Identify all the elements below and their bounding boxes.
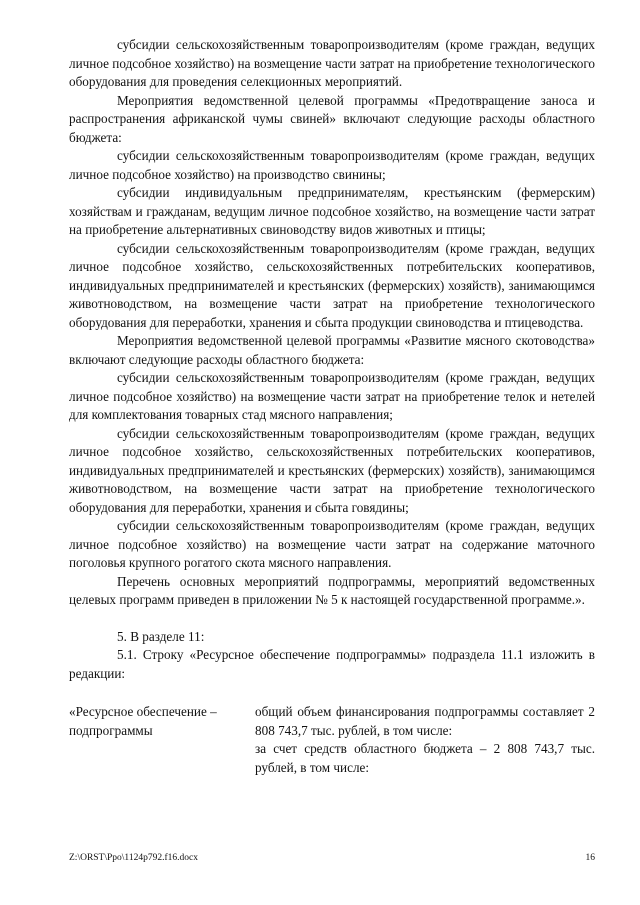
paragraph: субсидии сельскохозяйственным товаропроизводителям (кроме граждан, ведущих личное подсобное хозяйство, сельскохозяйственных потребительских кооперативов, индивидуальных предпринимателей и крестьянских (фермерских) хозяйств), занимающимся животноводством, на возмещение части затрат на приобретение технологического оборудования для переработки, хранения и сбыта говядины; — [69, 425, 595, 515]
paragraph: Перечень основных мероприятий подпрограммы, мероприятий ведомственных целевых программ приведен в приложении № 5 к настоящей государственной программе.». — [69, 573, 595, 607]
paragraph: субсидии сельскохозяйственным товаропроизводителям (кроме граждан, ведущих личное подсобное хозяйство, сельскохозяйственных потребительских кооперативов, индивидуальных предпринимателей и крестьянских (фермерских) хозяйств), занимающимся животноводством, на возмещение части затрат на приобретение технологического оборудования для переработки, хранения и сбыта продукции свиноводства и птицеводства. — [69, 240, 595, 330]
section-item: 5.1. Строку «Ресурсное обеспечение подпрограммы» подраздела 11.1 изложить в редакции: — [69, 647, 595, 681]
page-number: 16 — [585, 853, 595, 863]
table-right-line: общий объем финансирования подпрограммы составляет 2 808 743,7 тыс. рублей, в том числе: — [255, 704, 595, 738]
section-heading: 5. В разделе 11: — [117, 628, 205, 644]
paragraph: субсидии сельскохозяйственным товаропроизводителям (кроме граждан, ведущих личное подсобное хозяйство) на возмещение части затрат на приобретение телок и нетелей для комплектования товарных стад мясного направления; — [69, 370, 595, 422]
resource-table-row — [69, 703, 595, 777]
paragraph: Мероприятия ведомственной целевой программы «Развитие мясного скотоводства» включают следующие расходы областного бюджета: — [69, 333, 595, 367]
file-path: Z:\ORST\Ppo\1124p792.f16.docx — [69, 853, 198, 863]
document-page — [69, 36, 595, 777]
table-right-line: за счет средств областного бюджета – 2 808 743,7 тыс. рублей, в том числе: — [255, 741, 595, 775]
paragraph: Мероприятия ведомственной целевой программы «Предотвращение заноса и распространения африканской чумы свиней» включают следующие расходы областного бюджета: — [69, 92, 595, 145]
page-footer — [69, 853, 595, 863]
paragraph: субсидии сельскохозяйственным товаропроизводителям (кроме граждан, ведущих личное подсобное хозяйство) на возмещение части затрат на приобретение технологического оборудования для проведения селекционных мероприятий. — [69, 37, 595, 89]
table-left-cell: «Ресурсное обеспечение – подпрограммы — [69, 704, 217, 738]
table-right-cell — [255, 703, 595, 777]
paragraph: субсидии индивидуальным предпринимателям, крестьянским (фермерским) хозяйствам и гражданам, ведущим личное подсобное хозяйство, на возмещение части затрат на приобретение альтернативных свиноводству видов животных и птицы; — [69, 185, 595, 237]
paragraph: субсидии сельскохозяйственным товаропроизводителям (кроме граждан, ведущих личное подсобное хозяйство) на производство свинины; — [69, 148, 595, 182]
paragraph: субсидии сельскохозяйственным товаропроизводителям (кроме граждан, ведущих личное подсобное хозяйство) на возмещение части затрат на содержание маточного поголовья крупного рогатого скота мясного направления. — [69, 518, 595, 570]
